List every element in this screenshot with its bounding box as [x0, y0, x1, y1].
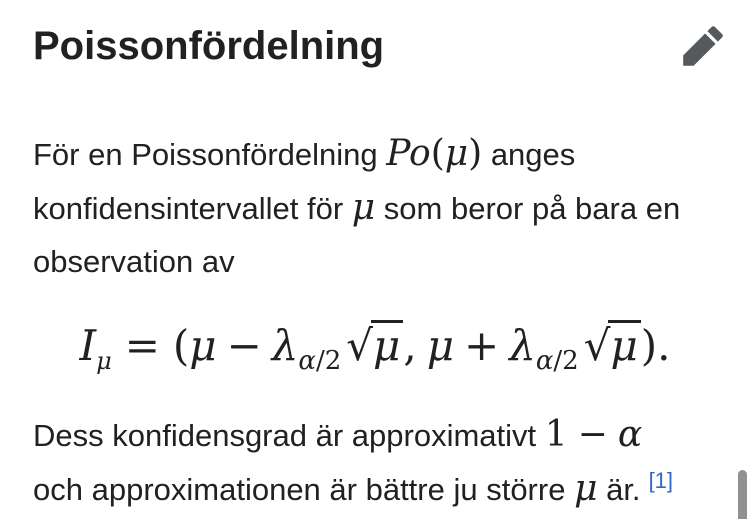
text: som beror på bara en — [375, 191, 681, 226]
formula-lambda-sub-2 — [536, 346, 579, 376]
radical-sign-2: √ — [583, 321, 611, 370]
text-line-2 — [33, 181, 717, 235]
math-po: Po — [386, 133, 431, 174]
text-line-4 — [33, 408, 717, 462]
text: konfidensintervallet för — [33, 191, 352, 226]
text: För en Poissonfördelning — [33, 137, 387, 172]
math-minus: − — [577, 414, 608, 455]
text: Dess konfidensgrad är approximativt — [33, 418, 545, 453]
edit-button[interactable] — [675, 18, 731, 74]
formula-mu: μ — [189, 321, 217, 370]
text-line-3 — [33, 235, 717, 288]
formula-sub-slash2-2: /2 — [553, 346, 579, 376]
section-heading-row — [33, 0, 717, 70]
formula-open-paren: ( — [172, 321, 190, 370]
paragraph-intro — [33, 127, 717, 288]
math-open-paren: ( — [430, 133, 445, 174]
math-mu: μ — [444, 133, 469, 174]
formula-var-I: I — [79, 321, 97, 370]
inline-math-mu-2: μ — [574, 468, 598, 509]
formula-sub-slash2: /2 — [315, 346, 342, 376]
page-title: Poissonfördelning — [33, 24, 385, 68]
text: observation av — [33, 244, 235, 279]
text: och approximationen är bättre ju större — [33, 472, 575, 507]
formula-mu-2: μ — [426, 321, 454, 370]
formula-equals: = — [124, 321, 160, 370]
formula-lambda-2: λ — [509, 321, 536, 370]
formula-sqrt-2 — [584, 321, 641, 370]
text-line-1 — [33, 127, 717, 181]
inline-math-mu: μ — [351, 187, 376, 228]
text-line-5 — [33, 462, 717, 519]
formula-lambda: λ — [271, 321, 299, 370]
formula-lambda-sub — [298, 346, 341, 376]
paragraph-confidence — [33, 408, 717, 519]
formula-minus: − — [226, 321, 262, 370]
formula-sub-alpha-2: α — [535, 346, 554, 376]
math-one: 1 — [544, 414, 568, 455]
sqrt-argument-mu-2: μ — [608, 320, 640, 369]
math-alpha: α — [617, 414, 643, 455]
sqrt-argument-mu: μ — [371, 320, 403, 369]
formula-var-sub-mu: μ — [96, 347, 112, 375]
display-formula — [33, 310, 717, 382]
text: anges — [482, 137, 576, 172]
reference-link-1[interactable]: [1] — [648, 468, 674, 493]
formula-sub-alpha: α — [298, 346, 316, 376]
radical-sign: √ — [346, 321, 374, 370]
math-close-paren: ) — [468, 133, 483, 174]
pencil-icon — [681, 24, 725, 68]
scrollbar-thumb[interactable] — [738, 470, 747, 519]
formula-close-paren-period: ). — [640, 321, 671, 370]
inline-math-po-mu — [386, 133, 482, 174]
formula-sqrt — [346, 321, 403, 370]
text: är. — [597, 472, 641, 507]
formula-comma: , — [403, 321, 417, 370]
formula-plus: + — [464, 321, 500, 370]
inline-math-one-minus-alpha — [545, 414, 642, 455]
